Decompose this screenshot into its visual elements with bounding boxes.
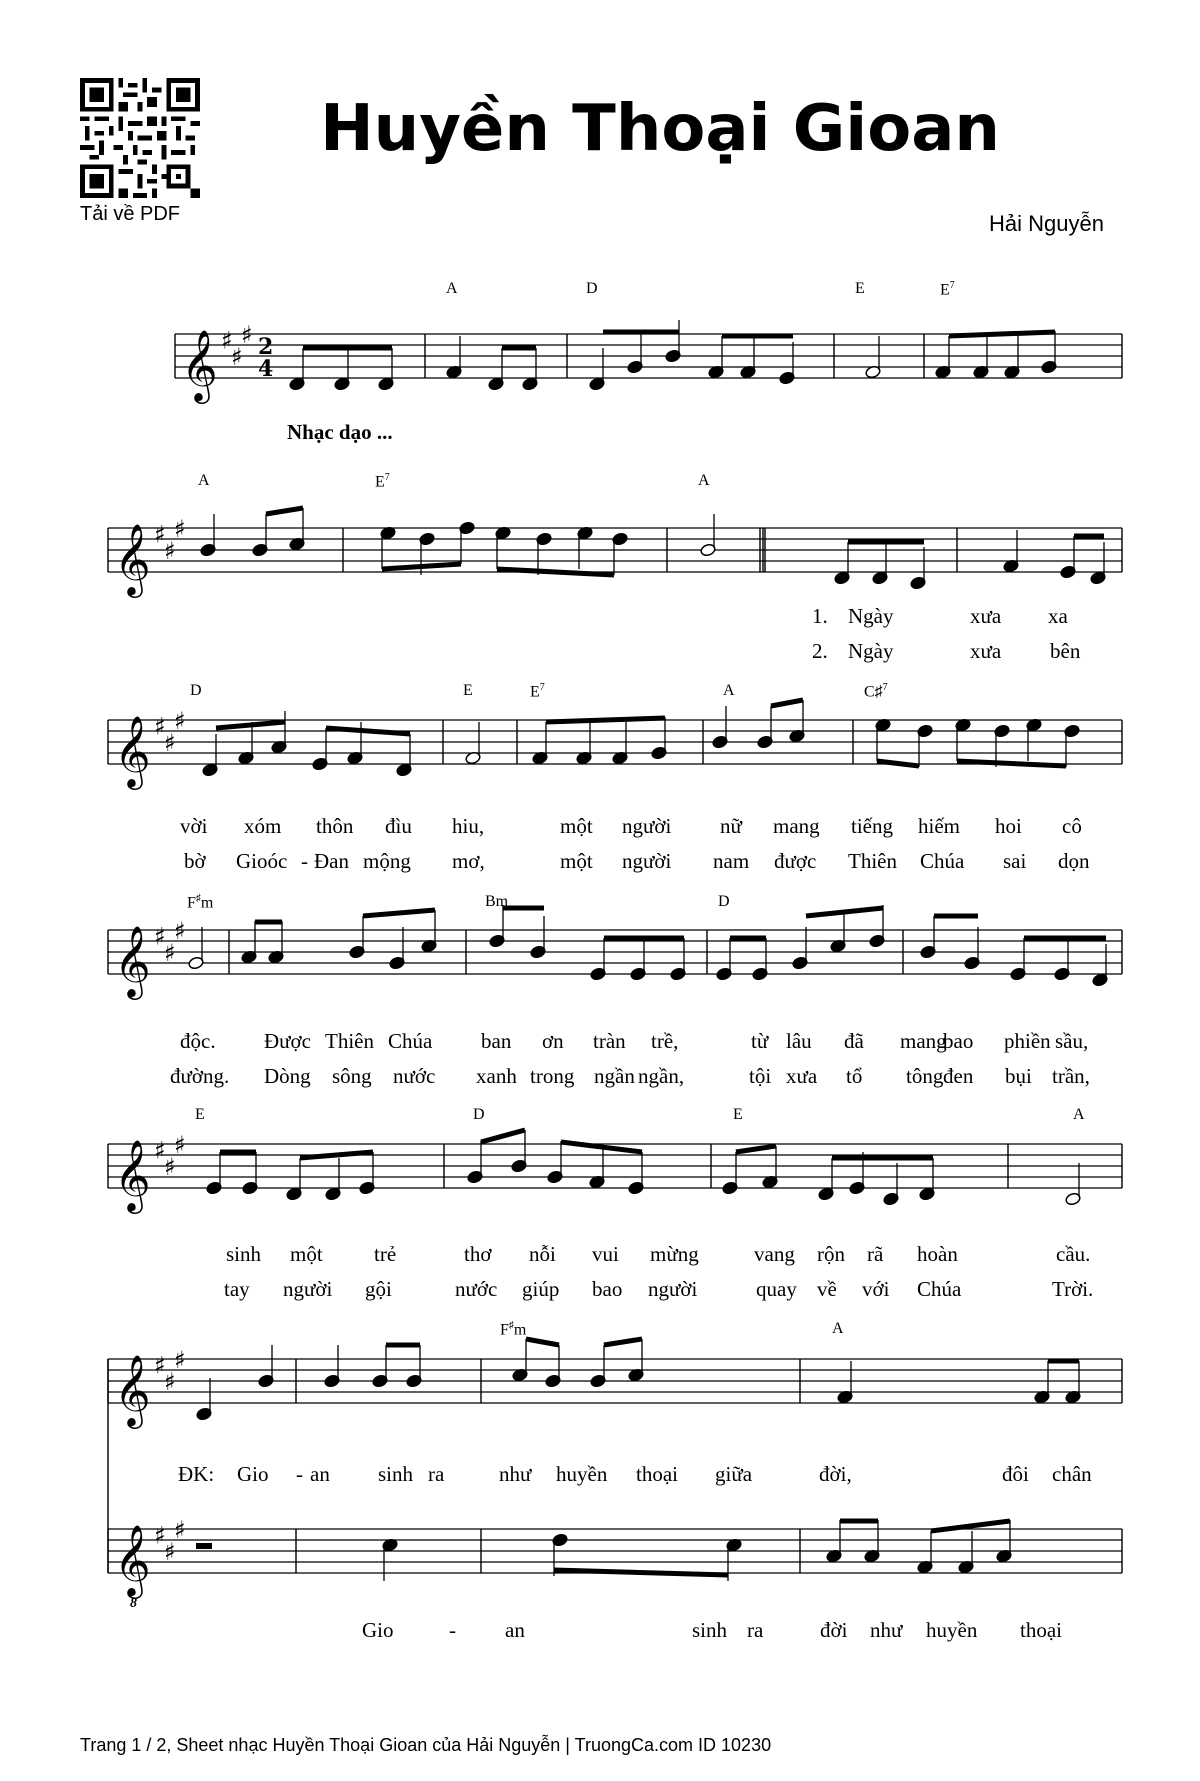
lyric-word: người	[622, 849, 672, 873]
sharp-icon: ♯	[164, 1368, 176, 1396]
sharp-icon: ♯	[174, 917, 186, 945]
lyric-word: từ	[751, 1029, 769, 1053]
chord-symbol: A	[446, 280, 458, 297]
lyric-word: đời,	[819, 1462, 852, 1486]
lyric-word: nước	[455, 1277, 498, 1301]
chord-symbol: A	[698, 472, 710, 489]
lyric-word: bao	[943, 1029, 974, 1053]
lyric-word: Chúa	[388, 1029, 433, 1053]
lyric-word: người	[648, 1277, 698, 1301]
lyric-word: về	[817, 1277, 837, 1301]
lyric-word: sầu,	[1055, 1029, 1089, 1053]
lyric-word: tông	[906, 1064, 944, 1088]
lyric-word: xanh	[476, 1064, 517, 1088]
lyric-word: gội	[365, 1277, 392, 1301]
lyric-word: quay	[756, 1277, 797, 1301]
note-beam	[736, 1146, 776, 1152]
lyric-word: độc.	[180, 1029, 216, 1053]
lyric-word: Trời.	[1052, 1277, 1094, 1301]
lyric-word: được	[774, 849, 817, 873]
sharp-icon: ♯	[174, 707, 186, 735]
lyric-word: người	[622, 814, 672, 838]
lyric-word: mang	[900, 1029, 947, 1053]
lyric-word: huyền	[926, 1618, 978, 1642]
sharp-icon: ♯	[164, 729, 176, 757]
lyric-word: ra	[428, 1462, 445, 1486]
sharp-icon: ♯	[231, 343, 243, 371]
lyric-word: vời	[180, 814, 208, 838]
lyric-word: -	[449, 1618, 456, 1642]
lyric-word: dọn	[1058, 849, 1090, 873]
treble-clef-icon: 𝄞	[114, 1353, 151, 1426]
sharp-icon: ♯	[241, 321, 253, 349]
lyric-word: tổ	[846, 1064, 863, 1088]
composer-name: Hải Nguyễn	[989, 211, 1104, 236]
lyric-word: Thiên	[848, 849, 897, 873]
sharp-icon: ♯	[164, 537, 176, 565]
chord-symbol: $E^7$	[940, 280, 955, 299]
download-pdf-label[interactable]: Tải về PDF	[80, 203, 181, 225]
chord-symbol: $E^7$	[375, 472, 390, 491]
lyric-word: sinh	[692, 1618, 728, 1642]
chord-symbol: E	[733, 1106, 743, 1123]
time-signature-bottom: 4	[258, 356, 274, 382]
lyric-word: ra	[747, 1618, 764, 1642]
lyric-word: tội	[749, 1064, 772, 1088]
chord-symbol: E	[195, 1106, 205, 1123]
note-beam	[526, 1339, 559, 1345]
note-beam	[266, 508, 303, 514]
chord-symbol: Bm	[485, 893, 509, 910]
sharp-icon: ♯	[154, 520, 166, 549]
sharp-icon: ♯	[164, 1538, 176, 1566]
chord-symbol: E	[855, 280, 865, 297]
lyric-word: trẻ	[374, 1242, 397, 1266]
lyric-word: Gio	[237, 1462, 269, 1486]
lyric-word: Chúa	[920, 849, 965, 873]
lyric-word: xưa	[970, 639, 1002, 663]
lyric-word: nước	[393, 1064, 436, 1088]
lyric-word: một	[560, 814, 593, 838]
lyric-word: trần,	[1052, 1064, 1090, 1088]
lyric-word: thơ	[464, 1242, 492, 1266]
chord-symbol: D	[586, 280, 598, 297]
lyric-word: bụi	[1005, 1064, 1032, 1088]
lyric-word: đen	[943, 1064, 974, 1088]
lyric-word: thoại	[1020, 1618, 1062, 1642]
note-beam	[771, 700, 803, 706]
lyric-word: phiền	[1004, 1029, 1051, 1053]
sharp-icon: ♯	[174, 1131, 186, 1159]
lyric-word: vang	[754, 1242, 795, 1266]
sharp-icon: ♯	[154, 1521, 166, 1550]
lyric-word: rã	[867, 1242, 884, 1266]
sharp-icon: ♯	[164, 1153, 176, 1181]
sharp-icon: ♯	[154, 1136, 166, 1165]
lyric-word: với	[862, 1277, 890, 1301]
lyric-word: hoi	[995, 814, 1022, 838]
lyric-word: tay	[224, 1277, 250, 1301]
treble-clef-icon: 𝄞	[114, 522, 151, 595]
lyric-word: giúp	[522, 1277, 560, 1301]
lyric-word: nỗi	[529, 1242, 556, 1266]
note-beam	[546, 718, 665, 722]
lyric-word: đường.	[170, 1064, 230, 1088]
lyric-word: an	[505, 1618, 525, 1642]
lyric-word: ơn	[542, 1029, 564, 1053]
lyric-word: nữ	[720, 814, 742, 838]
lyric-word: Gio	[362, 1618, 394, 1642]
lyric-word: sinh	[226, 1242, 262, 1266]
lyric-word: mang	[773, 814, 820, 838]
lyric-word: bờ	[184, 849, 206, 873]
note-beam	[949, 332, 1055, 336]
chord-symbol: A	[1073, 1106, 1085, 1123]
lyric-word: mộng	[363, 849, 411, 873]
chord-symbol: C♯$^7$	[864, 682, 888, 701]
treble-clef-icon: 𝄞	[181, 328, 218, 401]
lyric-word: Được	[264, 1029, 311, 1053]
sharp-icon: ♯	[174, 1346, 186, 1374]
note-beam	[877, 761, 919, 766]
lyric-word: sinh	[378, 1462, 414, 1486]
lyric-word: sai	[1003, 849, 1027, 873]
lyric-word: 2.	[812, 639, 828, 663]
lyric-word: Ngày	[848, 639, 894, 663]
lyric-word: xưa	[970, 604, 1002, 628]
lyric-word: xóm	[244, 814, 282, 838]
chord-symbol: D	[473, 1106, 485, 1123]
lyric-word: đìu	[385, 814, 412, 838]
sharp-icon: ♯	[174, 515, 186, 543]
lyric-word: Chúa	[917, 1277, 962, 1301]
lyric-word: Dòng	[264, 1064, 311, 1088]
lyric-word: giữa	[715, 1462, 753, 1486]
lyric-word: Gioóc	[236, 849, 288, 873]
chord-symbol: A	[198, 472, 210, 489]
sharp-icon: ♯	[164, 939, 176, 967]
chord-symbol: D	[718, 893, 730, 910]
lyric-word: cầu.	[1056, 1242, 1091, 1266]
whole-rest	[196, 1543, 212, 1549]
note-beam	[554, 1570, 728, 1575]
note-beam	[957, 761, 1066, 766]
treble-clef-icon: 𝄞	[114, 924, 151, 997]
lyric-word: như	[870, 1618, 903, 1642]
lyric-word: bên	[1050, 639, 1081, 663]
lyric-word: một	[290, 1242, 323, 1266]
time-signature-top: 2	[258, 334, 274, 360]
intro-label: Nhạc dạo ...	[287, 420, 393, 444]
lyric-word: Đan	[314, 849, 349, 873]
lyric-word: ngần,	[638, 1064, 685, 1088]
lyric-word: tràn	[593, 1029, 626, 1053]
lyric-word: thoại	[636, 1462, 678, 1486]
treble-clef-icon: 𝄞	[114, 1138, 151, 1211]
lyric-word: -	[296, 1462, 303, 1486]
chord-symbol: D	[190, 682, 202, 699]
octave-marker: 8	[130, 1596, 137, 1611]
lyric-word: như	[499, 1462, 532, 1486]
chord-symbol: F♯m	[500, 1320, 527, 1339]
sharp-icon: ♯	[154, 1351, 166, 1380]
lyric-word: rộn	[817, 1242, 845, 1266]
lyric-word: hiu,	[452, 814, 485, 838]
chord-symbol: E	[463, 682, 473, 699]
lyric-word: ngần	[594, 1064, 635, 1088]
chord-symbol: F♯m	[187, 893, 214, 912]
note-beam	[497, 569, 614, 575]
lyric-word: trong	[530, 1064, 575, 1088]
note-beam	[216, 722, 285, 728]
lyric-word: an	[310, 1462, 330, 1486]
chord-symbol: $E^7$	[530, 682, 545, 701]
note-beam	[382, 564, 461, 569]
lyric-word: chân	[1052, 1462, 1092, 1486]
lyric-word: đã	[844, 1029, 864, 1053]
lyric-word: mơ,	[452, 849, 485, 873]
lyric-word: bao	[592, 1277, 623, 1301]
sharp-icon: ♯	[154, 922, 166, 951]
note-beam	[326, 728, 410, 734]
lyric-word: tiếng	[851, 814, 893, 838]
note-beam	[363, 910, 435, 916]
lyric-word: vui	[592, 1242, 619, 1266]
lyric-word: đời	[820, 1618, 848, 1642]
lyric-word: trề,	[651, 1029, 679, 1053]
note-beam	[604, 1339, 642, 1345]
lyric-word: một	[560, 849, 593, 873]
treble-clef-icon: 𝄞	[114, 1523, 151, 1596]
lyric-word: hiếm	[918, 814, 960, 838]
lyric-word: người	[283, 1277, 333, 1301]
sharp-icon: ♯	[174, 1516, 186, 1544]
chord-symbol: A	[832, 1320, 844, 1337]
lyric-word: 1.	[812, 604, 828, 628]
lyric-word: xưa	[786, 1064, 818, 1088]
lyric-word: ĐK:	[178, 1462, 215, 1486]
lyric-word: thôn	[316, 814, 354, 838]
lyric-word: xa	[1048, 604, 1068, 628]
lyric-word: đôi	[1002, 1462, 1029, 1486]
lyric-word: -	[301, 849, 308, 873]
song-title: Huyền Thoại Gioan	[320, 92, 1000, 166]
lyric-word: nam	[713, 849, 750, 873]
lyric-word: mừng	[650, 1242, 699, 1266]
lyric-word: sông	[332, 1064, 372, 1088]
sharp-icon: ♯	[221, 326, 233, 355]
sharp-icon: ♯	[154, 712, 166, 741]
note-beam	[300, 1152, 373, 1158]
treble-clef-icon: 𝄞	[114, 714, 151, 787]
lyric-word: cô	[1062, 814, 1082, 838]
lyric-word: Thiên	[325, 1029, 374, 1053]
chord-symbol: A	[723, 682, 735, 699]
lyric-word: hoàn	[917, 1242, 958, 1266]
lyric-word: lâu	[786, 1029, 812, 1053]
page-footer: Trang 1 / 2, Sheet nhạc Huyền Thoại Gioan của Hải Nguyễn | TruongCa.com ID 10230	[80, 1735, 772, 1755]
lyric-word: Ngày	[848, 604, 894, 628]
lyric-word: huyền	[556, 1462, 608, 1486]
note-beam	[481, 1130, 525, 1142]
lyric-word: ban	[481, 1029, 512, 1053]
